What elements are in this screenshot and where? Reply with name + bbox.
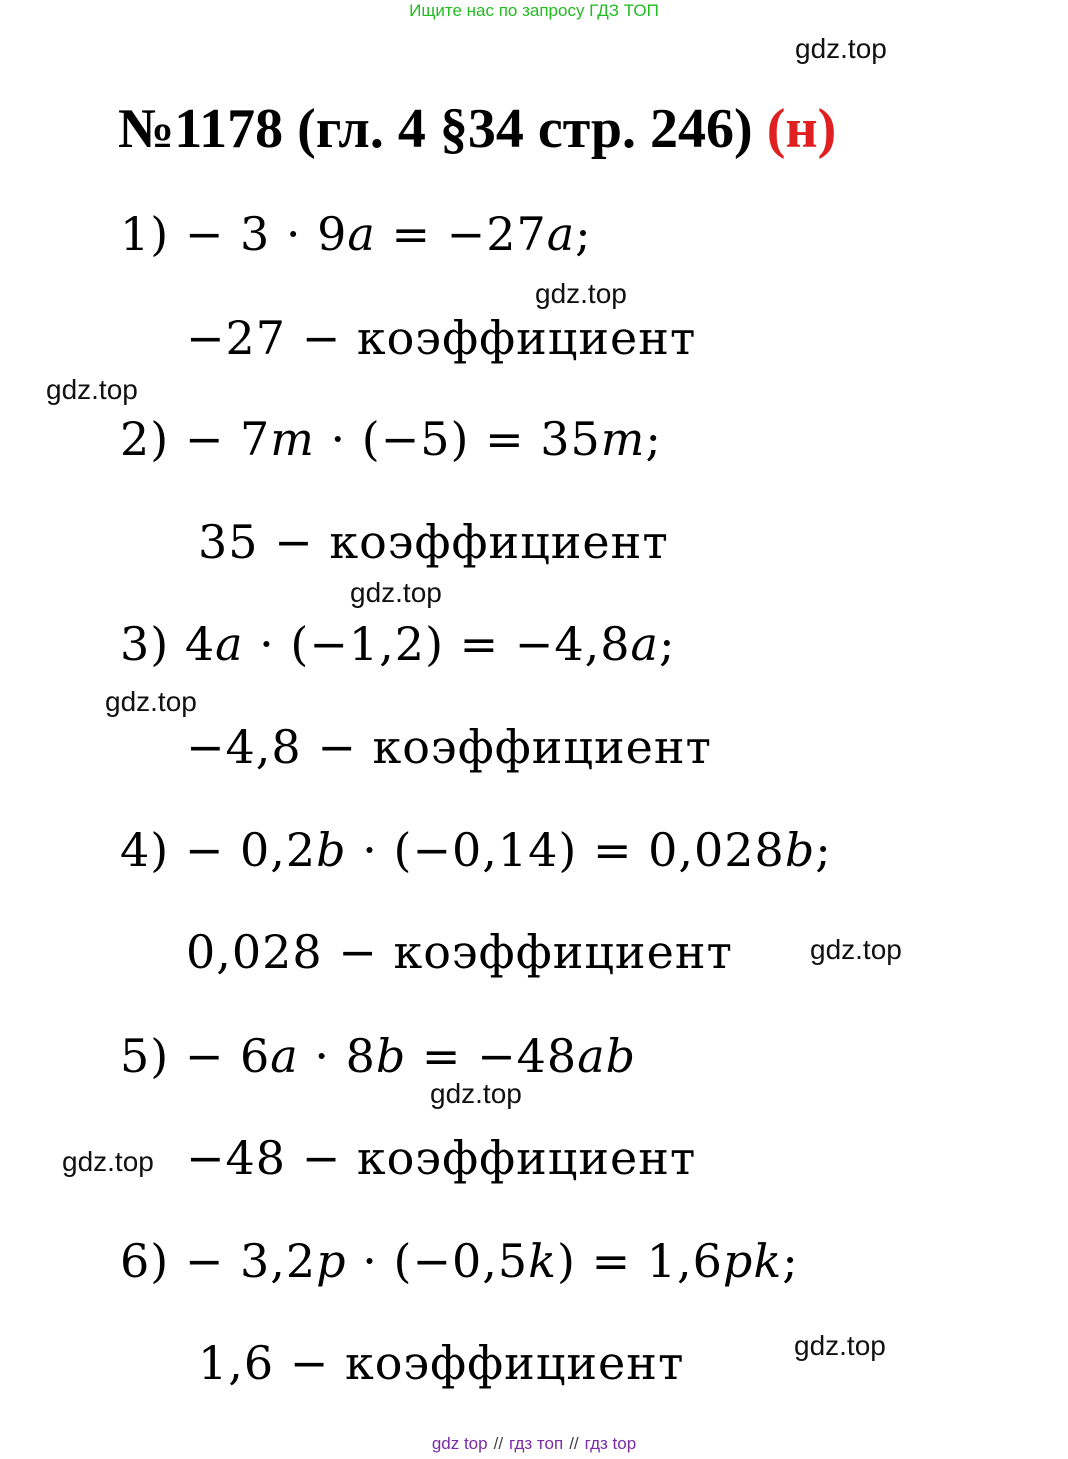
coefficient-2: 35 − коэффициент (198, 515, 669, 569)
expr-part: · (−0,14) = 0,028 (346, 823, 785, 877)
coefficient-6: 1,6 − коэффициент (198, 1336, 685, 1390)
item-number: 5) (120, 1029, 170, 1083)
expr-variable: m (270, 412, 315, 466)
watermark: gdz.top (794, 1330, 886, 1361)
expr-variable: b (316, 823, 347, 877)
watermark: gdz.top (795, 33, 887, 64)
expr-variable: a (215, 617, 244, 671)
coefficient-3: −4,8 − коэффициент (186, 720, 712, 774)
expr-variable: k (528, 1234, 558, 1288)
expr-variable: pk (722, 1234, 783, 1288)
top-banner: Ищите нас по запросу ГДЗ ТОП (409, 1, 659, 20)
expr-part: − 3 · 9 (184, 207, 348, 261)
expr-part: ; (575, 207, 592, 261)
item-number: 6) (120, 1234, 170, 1288)
expr-part: ; (782, 1234, 799, 1288)
expr-part: = −27 (375, 207, 547, 261)
watermark: gdz.top (105, 686, 197, 717)
expr-part: · (−0,5 (346, 1234, 529, 1288)
expr-part: · (−5) = 35 (314, 412, 601, 466)
footer-link-2[interactable]: гдз топ (509, 1434, 564, 1453)
expr-variable: b (375, 1029, 407, 1083)
expr-variable: m (600, 412, 646, 466)
coefficient-4: 0,028 − коэффициент (186, 925, 733, 979)
expr-part: · 8 (298, 1029, 376, 1083)
expr-variable: a (347, 207, 376, 261)
expr-part: ; (645, 412, 662, 466)
watermark: gdz.top (62, 1146, 154, 1177)
item-number: 3) (120, 617, 170, 671)
footer-separator: // (569, 1434, 579, 1453)
equation-4 (120, 823, 832, 877)
footer (0, 1434, 1068, 1454)
expr-part: − 6 (184, 1029, 271, 1083)
expr-variable: ab (577, 1029, 637, 1083)
item-number: 1) (120, 207, 170, 261)
expr-part: − 0,2 (184, 823, 317, 877)
item-number: 4) (120, 823, 170, 877)
expr-variable: p (316, 1234, 347, 1288)
expr-part: = −48 (406, 1029, 578, 1083)
expr-variable: a (630, 617, 659, 671)
title-main: №1178 (гл. 4 §34 стр. 246) (118, 98, 753, 160)
coefficient-5: −48 − коэффициент (186, 1131, 697, 1185)
expr-part: 4 (184, 617, 216, 671)
equation-5 (120, 1029, 636, 1083)
expr-part: · (−1,2) = −4,8 (243, 617, 631, 671)
expr-part: ) = 1,6 (557, 1234, 723, 1288)
watermark: gdz.top (46, 374, 138, 405)
equation-6 (120, 1234, 799, 1288)
equation-3 (120, 617, 675, 671)
item-number: 2) (120, 412, 170, 466)
page-title (118, 97, 836, 161)
footer-separator: // (493, 1434, 504, 1453)
footer-link-1[interactable]: gdz top (431, 1434, 488, 1453)
expr-variable: a (270, 1029, 299, 1083)
watermark: gdz.top (430, 1078, 522, 1109)
expr-part: ; (658, 617, 676, 671)
coefficient-1: −27 − коэффициент (186, 311, 697, 365)
expr-part: − 3,2 (184, 1234, 317, 1288)
expr-variable: b (784, 823, 816, 877)
equation-2 (120, 412, 662, 466)
equation-1 (120, 207, 592, 261)
expr-part: ; (815, 823, 832, 877)
watermark: gdz.top (810, 934, 902, 965)
expr-variable: a (546, 207, 576, 261)
expr-part: − 7 (184, 412, 271, 466)
footer-link-3[interactable]: гдз top (584, 1434, 637, 1453)
watermark: gdz.top (350, 577, 442, 608)
watermark: gdz.top (535, 278, 627, 309)
title-mark: (н) (766, 98, 837, 160)
